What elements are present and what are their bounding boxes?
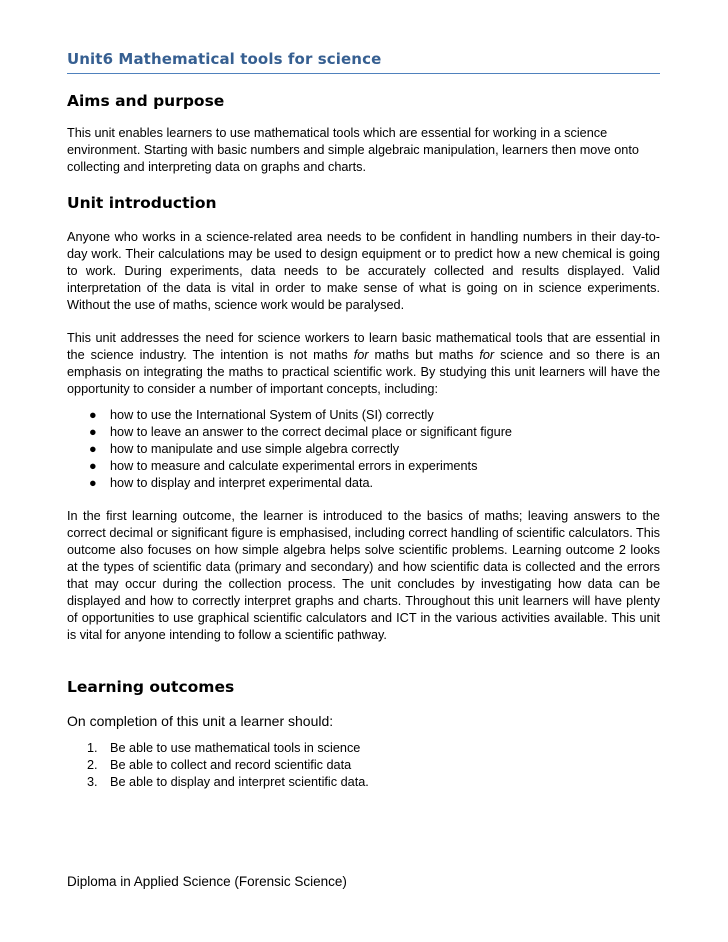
concepts-bullet-list — [67, 407, 660, 492]
aims-paragraph: This unit enables learners to use mathematical tools which are essential for working in a science environment. Starting with basic numbers and simple algebraic manipulation, learners then move onto collecting and interpreting data on graphs and charts. — [67, 126, 639, 174]
outcome-item — [67, 774, 660, 791]
bullet-icon: ● — [89, 425, 97, 439]
intro-para2-text-2: maths but maths — [368, 348, 480, 362]
bullet-item — [67, 424, 660, 441]
bullet-text: how to use the International System of Units (SI) correctly — [110, 408, 434, 422]
intro-para2-emphasis-1: for — [353, 348, 369, 362]
bullet-icon: ● — [89, 476, 97, 490]
bullet-item — [67, 407, 660, 424]
intro-para2-emphasis-2: for — [479, 348, 495, 362]
introduction-paragraph-2 — [67, 330, 660, 398]
outcome-number: 2. — [87, 758, 98, 772]
bullet-text: how to display and interpret experimental data. — [110, 476, 374, 490]
outcome-number: 3. — [87, 775, 98, 789]
aims-heading: Aims and purpose — [67, 92, 225, 110]
learning-outcomes-heading: Learning outcomes — [67, 678, 235, 696]
outcome-item — [67, 740, 660, 757]
outcome-item — [67, 757, 660, 774]
bullet-icon: ● — [89, 459, 97, 473]
outcome-text: Be able to display and interpret scientific data. — [110, 775, 369, 789]
unit-title: Unit6 Mathematical tools for science — [67, 50, 660, 74]
bullet-text: how to leave an answer to the correct decimal place or significant figure — [110, 425, 512, 439]
introduction-heading: Unit introduction — [67, 194, 217, 212]
bullet-icon: ● — [89, 408, 97, 422]
bullet-text: how to manipulate and use simple algebra correctly — [110, 442, 400, 456]
bullet-item — [67, 441, 660, 458]
learning-outcomes-list — [67, 740, 660, 791]
intro-para2-text-1: This unit addresses the need for science workers to learn basic mathematical tools that are essential in the science industry. The intention is not maths — [67, 331, 660, 362]
learning-outcomes-intro: On completion of this unit a learner should: — [67, 713, 334, 729]
document-page — [67, 50, 660, 791]
outcome-number: 1. — [87, 741, 98, 755]
bullet-text: how to measure and calculate experimental errors in experiments — [110, 459, 478, 473]
outcome-text: Be able to use mathematical tools in science — [110, 741, 361, 755]
bullet-item — [67, 458, 660, 475]
introduction-paragraph-1: Anyone who works in a science-related area needs to be confident in handling numbers in their day-to-day work. Their calculations may be used to design equipment or to predict how a new chemical is going to work. During experiments, data needs to be accurately collected and results displayed. Valid interpretation of the data is vital in order to make sense of what is going on in science experiments. Without the use of maths, science work would be paralysed. — [67, 230, 660, 312]
intro-para2-text-3: science and so there is an emphasis on integrating the maths to practical scientific work. By studying this unit learners will have the opportunity to consider a number of important concepts, including: — [67, 348, 660, 396]
bullet-item — [67, 475, 660, 492]
bullet-icon: ● — [89, 442, 97, 456]
page-footer: Diploma in Applied Science (Forensic Science) — [67, 874, 347, 889]
outcome-text: Be able to collect and record scientific data — [110, 758, 352, 772]
introduction-paragraph-3: In the first learning outcome, the learner is introduced to the basics of maths; leaving answers to the correct decimal or significant figure is emphasised, including correct handling of scientific calculators. This outcome also focuses on how simple algebra helps solve scientific problems. Learning outcome 2 looks at the types of scientific data (primary and secondary) and how scientific data is collected and the errors that may occur during the collection process. The unit concludes by investigating how data can be displayed and how to correctly interpret graphs and charts. Throughout this unit learners will have plenty of opportunities to use graphical scientific calculators and ICT in the various activities available. This unit is vital for anyone intending to follow a scientific pathway. — [67, 509, 660, 642]
